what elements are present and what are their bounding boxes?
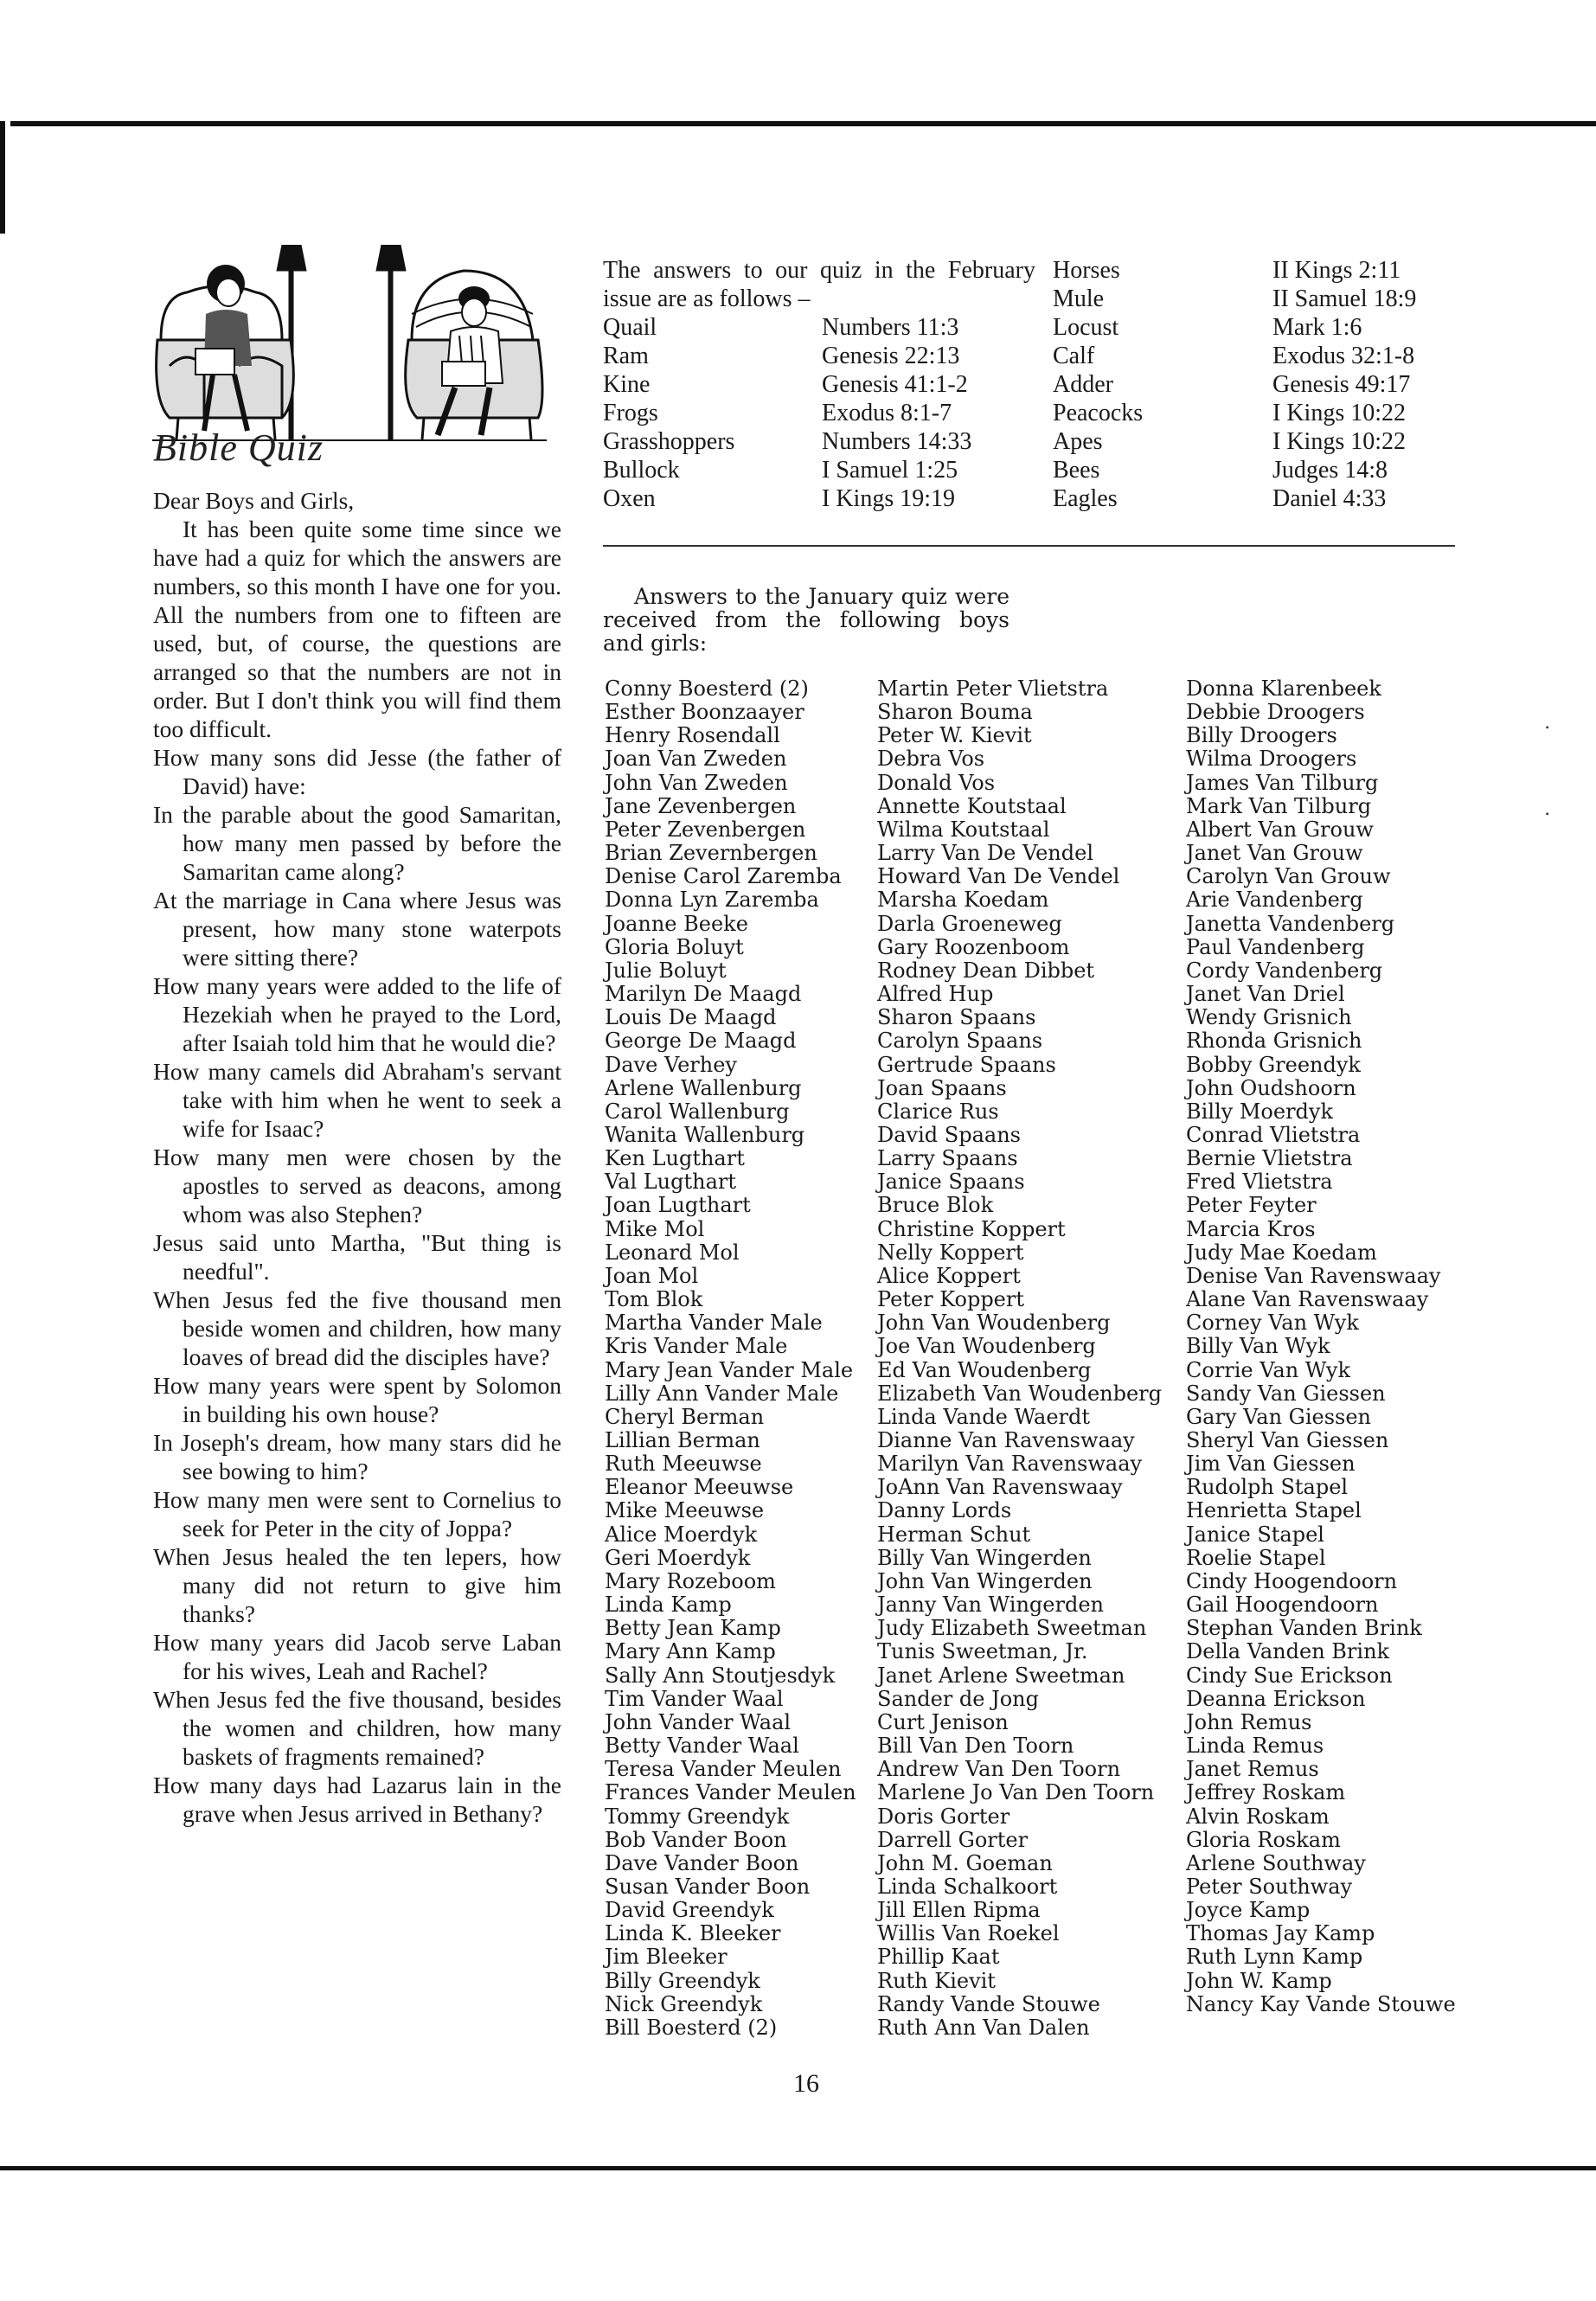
respondent-name: Debra Vos bbox=[877, 747, 985, 772]
respondent-name: Wilma Koutstaal bbox=[877, 817, 1050, 842]
quiz-intro: It has been quite some time since we have had a quiz for which the answers are numbers, so this month I have one for you. All the numbers from one to fifteen are used, but, of course, the questions are arranged so that the numbers are not in order. But I don't think you will find them too difficult. bbox=[153, 516, 562, 742]
quiz-title: Bible Quiz bbox=[153, 426, 324, 469]
quiz-column bbox=[153, 486, 561, 1828]
bottom-border-rule bbox=[0, 2166, 1596, 2170]
respondent-name: Teresa Vander Meulen bbox=[605, 1757, 842, 1782]
question: How many years did Jacob serve Laban for his wives, Leah and Rachel? bbox=[153, 1629, 561, 1684]
answer-word: Quail bbox=[603, 314, 657, 341]
respondent-name: Bernie Vlietstra bbox=[1186, 1146, 1353, 1171]
question: Jesus said unto Martha, "But thing is needful". bbox=[153, 1229, 561, 1285]
respondent-name: Randy Vande Stouwe bbox=[877, 1991, 1100, 2016]
respondent-name: John Oudshoorn bbox=[1186, 1075, 1356, 1100]
respondent-name: Corrie Van Wyk bbox=[1186, 1357, 1351, 1382]
respondent-name: Sharon Spaans bbox=[877, 1005, 1036, 1030]
question: How many days had Lazarus lain in the grave when Jesus arrived in Bethany? bbox=[153, 1772, 561, 1827]
answer-reference: Judges 14:8 bbox=[1272, 457, 1388, 484]
respondent-name: Linda Vande Waerdt bbox=[877, 1404, 1091, 1429]
respondent-name: Marlene Jo Van Den Toorn bbox=[877, 1780, 1155, 1805]
respondent-name: Henry Rosendall bbox=[605, 723, 780, 748]
respondent-name: Alfred Hup bbox=[877, 982, 994, 1007]
answer-word: Horses bbox=[1053, 257, 1120, 284]
respondent-name: Ed Van Woudenberg bbox=[877, 1357, 1092, 1382]
respondent-name: Peter Southway bbox=[1186, 1874, 1353, 1899]
respondent-name: Carolyn Van Grouw bbox=[1186, 864, 1391, 889]
answer-reference: Genesis 41:1-2 bbox=[822, 371, 968, 398]
respondent-name: Elizabeth Van Woudenberg bbox=[877, 1381, 1163, 1406]
respondent-name: Linda K. Bleeker bbox=[605, 1921, 781, 1946]
respondent-name: Mark Van Tilburg bbox=[1186, 793, 1372, 818]
respondent-name: Leonard Mol bbox=[605, 1240, 740, 1265]
respondent-name: Fred Vlietstra bbox=[1186, 1170, 1333, 1195]
question: At the marriage in Cana where Jesus was present, how many stone waterpots were sitting there? bbox=[153, 887, 561, 971]
respondent-name: Howard Van De Vendel bbox=[877, 864, 1120, 889]
respondent-name: Paul Vandenberg bbox=[1186, 934, 1365, 959]
respondent-name: Peter W. Kievit bbox=[877, 723, 1032, 748]
respondent-name: John Vander Waal bbox=[605, 1709, 792, 1734]
respondent-name: Betty Jean Kamp bbox=[605, 1616, 781, 1641]
respondent-name: Donna Klarenbeek bbox=[1186, 676, 1381, 701]
respondent-name: Julie Boluyt bbox=[605, 958, 727, 983]
question-list bbox=[153, 743, 561, 1828]
respondent-name: Albert Van Grouw bbox=[1186, 817, 1374, 842]
answer-word: Grasshoppers bbox=[603, 428, 735, 455]
respondent-name: Linda Schalkoort bbox=[877, 1874, 1058, 1899]
respondent-name: Billy Moerdyk bbox=[1186, 1099, 1334, 1124]
respondent-name: Joanne Beeke bbox=[605, 911, 748, 936]
answer-reference: Exodus 8:1-7 bbox=[822, 400, 952, 426]
respondent-name: Ruth Kievit bbox=[877, 1968, 996, 1993]
respondent-name: Dave Verhey bbox=[605, 1052, 737, 1077]
answer-word: Locust bbox=[1053, 314, 1119, 341]
respondent-name: Rhonda Grisnich bbox=[1186, 1029, 1362, 1054]
respondent-name: Jeffrey Roskam bbox=[1186, 1780, 1346, 1805]
respondent-name: Joan Van Zweden bbox=[605, 747, 787, 772]
february-answer-words-left bbox=[603, 313, 819, 513]
respondent-name: Gloria Roskam bbox=[1186, 1827, 1341, 1852]
respondent-name: John W. Kamp bbox=[1186, 1968, 1332, 1993]
respondent-name: Brian Zevernbergen bbox=[605, 841, 817, 866]
children-reading-illustration bbox=[152, 245, 547, 444]
respondent-name: Billy Van Wingerden bbox=[877, 1545, 1092, 1570]
respondent-name: Kris Vander Male bbox=[605, 1334, 788, 1359]
answer-reference: II Kings 2:11 bbox=[1272, 257, 1401, 284]
respondent-name: Eleanor Meeuwse bbox=[605, 1475, 794, 1500]
respondent-name: Ruth Lynn Kamp bbox=[1186, 1945, 1363, 1970]
february-answer-refs-right bbox=[1272, 256, 1489, 513]
respondent-name: Sharon Bouma bbox=[877, 700, 1033, 725]
respondent-name: Danny Lords bbox=[877, 1498, 1012, 1523]
respondent-name: Tim Vander Waal bbox=[605, 1686, 784, 1711]
respondent-name: Della Vanden Brink bbox=[1186, 1639, 1390, 1664]
respondent-name: Mary Jean Vander Male bbox=[605, 1357, 854, 1382]
respondent-name: Wilma Droogers bbox=[1186, 747, 1357, 772]
respondent-name: Conny Boesterd (2) bbox=[605, 676, 809, 701]
respondent-name: Cindy Sue Erickson bbox=[1186, 1663, 1393, 1688]
answer-word: Apes bbox=[1053, 428, 1103, 455]
answer-reference: II Samuel 18:9 bbox=[1272, 285, 1417, 312]
respondent-name: Gloria Boluyt bbox=[605, 934, 744, 959]
respondent-name: Annette Koutstaal bbox=[877, 793, 1067, 818]
respondent-name: Darla Groeneweg bbox=[877, 911, 1062, 936]
section-divider bbox=[603, 545, 1455, 547]
respondent-column-1 bbox=[605, 677, 856, 2040]
respondent-name: Corney Van Wyk bbox=[1186, 1311, 1359, 1336]
respondent-name: Mary Ann Kamp bbox=[605, 1639, 776, 1664]
question: How many sons did Jesse (the father of David) have: bbox=[153, 744, 561, 799]
respondent-name: Lillian Berman bbox=[605, 1428, 760, 1452]
respondent-name: Jim Bleeker bbox=[605, 1945, 727, 1970]
question: How many years were added to the life of Hezekiah when he prayed to the Lord, after Isaiah told him that he would die? bbox=[153, 972, 561, 1056]
respondent-name: Billy Van Wyk bbox=[1186, 1334, 1330, 1359]
respondent-name: Geri Moerdyk bbox=[605, 1545, 751, 1570]
respondent-name: John Remus bbox=[1186, 1709, 1312, 1734]
respondent-name: David Spaans bbox=[877, 1122, 1021, 1147]
respondent-name: Billy Droogers bbox=[1186, 723, 1337, 748]
answer-word: Adder bbox=[1053, 371, 1113, 398]
respondent-name: Joan Spaans bbox=[877, 1075, 1007, 1100]
respondent-name: Peter Feyter bbox=[1186, 1193, 1317, 1218]
respondent-name: Henrietta Stapel bbox=[1186, 1498, 1362, 1523]
question: In the parable about the good Samaritan, how many men passed by before the Samaritan came along? bbox=[153, 801, 561, 885]
respondent-name: Sandy Van Giessen bbox=[1186, 1381, 1386, 1406]
respondent-name: Thomas Jay Kamp bbox=[1186, 1921, 1375, 1946]
respondent-name: Janet Arlene Sweetman bbox=[877, 1663, 1125, 1688]
respondent-name: John Van Zweden bbox=[605, 770, 788, 795]
respondent-name: Bob Vander Boon bbox=[605, 1827, 787, 1852]
answer-word: Kine bbox=[603, 371, 651, 398]
february-answer-words-right bbox=[1053, 256, 1269, 513]
question: When Jesus fed the five thousand men beside women and children, how many loaves of bread did the disciples have? bbox=[153, 1286, 561, 1370]
respondent-name: Mike Meeuwse bbox=[605, 1498, 765, 1523]
respondent-name: Alvin Roskam bbox=[1186, 1804, 1330, 1829]
answer-word: Eagles bbox=[1053, 485, 1118, 512]
respondent-name: Tunis Sweetman, Jr. bbox=[877, 1639, 1088, 1664]
respondent-column-2 bbox=[877, 677, 1162, 2040]
answer-word: Bullock bbox=[603, 457, 680, 484]
respondent-name: Susan Vander Boon bbox=[605, 1874, 811, 1899]
respondent-name: Gary Roozenboom bbox=[877, 934, 1070, 959]
respondent-name: David Greendyk bbox=[605, 1898, 774, 1923]
respondent-name: Val Lugthart bbox=[605, 1170, 737, 1195]
answer-word: Calf bbox=[1053, 343, 1095, 369]
respondent-name: Peter Koppert bbox=[877, 1287, 1025, 1312]
respondent-name: Mary Rozeboom bbox=[605, 1568, 776, 1593]
respondent-column-3 bbox=[1186, 677, 1456, 2016]
respondent-name: Nick Greendyk bbox=[605, 1991, 763, 2016]
question: How many years were spent by Solomon in building his own house? bbox=[153, 1372, 561, 1427]
respondent-name: Debbie Droogers bbox=[1186, 700, 1365, 725]
respondent-name: Jim Van Giessen bbox=[1186, 1452, 1356, 1477]
question: How many men were chosen by the apostles to served as deacons, among whom was also Stephen? bbox=[153, 1144, 561, 1227]
respondent-name: Carolyn Spaans bbox=[877, 1029, 1043, 1054]
respondent-name: Nancy Kay Vande Stouwe bbox=[1186, 1991, 1456, 2016]
respondent-name: Andrew Van Den Toorn bbox=[877, 1757, 1121, 1782]
respondent-name: Janny Van Wingerden bbox=[877, 1593, 1104, 1618]
respondent-name: Sheryl Van Giessen bbox=[1186, 1428, 1389, 1452]
respondent-name: Ruth Meeuwse bbox=[605, 1452, 762, 1477]
answer-reference: Genesis 49:17 bbox=[1272, 371, 1411, 398]
respondent-name: Cindy Hoogendoorn bbox=[1186, 1568, 1398, 1593]
respondent-name: Wendy Grisnich bbox=[1186, 1005, 1352, 1030]
question: How many camels did Abraham's servant take with him when he went to seek a wife for Isaac? bbox=[153, 1058, 561, 1142]
top-border-rule bbox=[10, 121, 1596, 126]
respondent-name: Nelly Koppert bbox=[877, 1240, 1024, 1265]
respondent-name: Alice Moerdyk bbox=[605, 1522, 758, 1547]
respondent-name: Stephan Vanden Brink bbox=[1186, 1616, 1422, 1641]
answer-reference: Genesis 22:13 bbox=[822, 343, 960, 369]
respondent-name: Martha Vander Male bbox=[605, 1311, 823, 1336]
answer-reference: I Samuel 1:25 bbox=[822, 457, 958, 484]
respondent-name: Mike Mol bbox=[605, 1216, 705, 1241]
respondent-name: Linda Kamp bbox=[605, 1593, 732, 1618]
respondent-name: Lilly Ann Vander Male bbox=[605, 1381, 839, 1406]
respondent-name: Jane Zevenbergen bbox=[605, 793, 797, 818]
respondent-name: Judy Elizabeth Sweetman bbox=[877, 1616, 1147, 1641]
respondent-name: John M. Goeman bbox=[877, 1850, 1053, 1875]
respondent-name: Dianne Van Ravenswaay bbox=[877, 1428, 1135, 1452]
respondent-name: James Van Tilburg bbox=[1186, 770, 1379, 795]
respondent-name: Marcia Kros bbox=[1186, 1216, 1316, 1241]
respondent-name: Janetta Vandenberg bbox=[1186, 911, 1395, 936]
respondent-name: Christine Koppert bbox=[877, 1216, 1066, 1241]
respondent-name: Arlene Wallenburg bbox=[605, 1075, 802, 1100]
question: When Jesus healed the ten lepers, how many did not return to give him thanks? bbox=[153, 1543, 561, 1627]
respondent-name: Marilyn De Maagd bbox=[605, 982, 802, 1007]
respondent-name: Clarice Rus bbox=[877, 1099, 999, 1124]
respondent-name: Joan Lugthart bbox=[605, 1193, 751, 1218]
respondent-name: Roelie Stapel bbox=[1186, 1545, 1326, 1570]
answer-reference: I Kings 10:22 bbox=[1272, 428, 1406, 455]
respondent-name: Martin Peter Vlietstra bbox=[877, 676, 1109, 701]
respondent-name: Carol Wallenburg bbox=[605, 1099, 790, 1124]
left-border-rule bbox=[0, 121, 5, 234]
respondent-name: Deanna Erickson bbox=[1186, 1686, 1366, 1711]
answer-word: Ram bbox=[603, 343, 649, 369]
respondent-name: Donald Vos bbox=[877, 770, 996, 795]
respondent-name: Gertrude Spaans bbox=[877, 1052, 1056, 1077]
question: In Joseph's dream, how many stars did he see bowing to him? bbox=[153, 1429, 561, 1484]
question: How many men were sent to Cornelius to seek for Peter in the city of Joppa? bbox=[153, 1486, 561, 1541]
respondent-name: Rodney Dean Dibbet bbox=[877, 958, 1095, 983]
january-respondents-intro: Answers to the January quiz were received from the following boys and girls: bbox=[603, 584, 1010, 656]
answer-reference: Exodus 32:1-8 bbox=[1272, 343, 1415, 369]
respondent-name: Donna Lyn Zaremba bbox=[605, 888, 819, 913]
respondent-name: Janice Stapel bbox=[1186, 1522, 1324, 1547]
answer-reference: Daniel 4:33 bbox=[1272, 485, 1387, 512]
question: When Jesus fed the five thousand, besides the women and children, how many baskets of fragments remained? bbox=[153, 1686, 561, 1770]
answer-word: Bees bbox=[1053, 457, 1100, 484]
respondent-name: Sally Ann Stoutjesdyk bbox=[605, 1663, 836, 1688]
answer-word: Peacocks bbox=[1053, 400, 1144, 426]
respondent-name: Louis De Maagd bbox=[605, 1005, 777, 1030]
respondent-name: Rudolph Stapel bbox=[1186, 1475, 1349, 1500]
respondent-name: Judy Mae Koedam bbox=[1186, 1240, 1377, 1265]
respondent-name: Joan Mol bbox=[605, 1263, 699, 1288]
page-number: 16 bbox=[793, 2069, 819, 2098]
respondent-name: Frances Vander Meulen bbox=[605, 1780, 856, 1805]
respondent-name: Bruce Blok bbox=[877, 1193, 994, 1218]
respondent-name: Arie Vandenberg bbox=[1186, 888, 1363, 913]
respondent-name: Gary Van Giessen bbox=[1186, 1404, 1372, 1429]
respondent-name: Darrell Gorter bbox=[877, 1827, 1029, 1852]
respondent-name: Tom Blok bbox=[605, 1287, 703, 1312]
respondent-name: JoAnn Van Ravenswaay bbox=[877, 1475, 1123, 1500]
respondent-name: Peter Zevenbergen bbox=[605, 817, 806, 842]
respondent-name: Ruth Ann Van Dalen bbox=[877, 2015, 1090, 2040]
respondent-name: Phillip Kaat bbox=[877, 1945, 1000, 1970]
answer-word: Oxen bbox=[603, 485, 656, 512]
respondent-name: Cheryl Berman bbox=[605, 1404, 765, 1429]
respondent-name: Sander de Jong bbox=[877, 1686, 1039, 1711]
respondent-name: Curt Jenison bbox=[877, 1709, 1009, 1734]
respondent-name: Cordy Vandenberg bbox=[1186, 958, 1383, 983]
respondent-name: Gail Hoogendoorn bbox=[1186, 1593, 1379, 1618]
respondent-name: John Van Wingerden bbox=[877, 1568, 1093, 1593]
respondent-name: Denise Carol Zaremba bbox=[605, 864, 842, 889]
respondent-name: Denise Van Ravenswaay bbox=[1186, 1263, 1441, 1288]
answer-reference: Numbers 14:33 bbox=[822, 428, 972, 455]
respondent-name: Janice Spaans bbox=[877, 1170, 1025, 1195]
respondent-name: Dave Vander Boon bbox=[605, 1850, 799, 1875]
respondent-name: Alane Van Ravenswaay bbox=[1186, 1287, 1429, 1312]
respondent-name: Willis Van Roekel bbox=[877, 1921, 1060, 1946]
respondent-name: Esther Boonzaayer bbox=[605, 700, 804, 725]
answer-reference: Mark 1:6 bbox=[1272, 314, 1362, 341]
respondent-name: Joyce Kamp bbox=[1186, 1898, 1311, 1923]
scan-mark: ․ bbox=[1544, 711, 1551, 733]
respondent-name: Larry Spaans bbox=[877, 1146, 1018, 1171]
respondent-name: Janet Remus bbox=[1186, 1757, 1319, 1782]
respondent-name: Betty Vander Waal bbox=[605, 1734, 799, 1759]
answer-reference: I Kings 10:22 bbox=[1272, 400, 1406, 426]
respondent-name: Wanita Wallenburg bbox=[605, 1122, 805, 1147]
respondent-name: Ken Lugthart bbox=[605, 1146, 745, 1171]
answer-reference: Numbers 11:3 bbox=[822, 314, 959, 341]
respondent-name: Doris Gorter bbox=[877, 1804, 1010, 1829]
respondent-name: Larry Van De Vendel bbox=[877, 841, 1094, 866]
respondent-name: Bill Van Den Toorn bbox=[877, 1734, 1074, 1759]
respondent-name: Janet Van Grouw bbox=[1186, 841, 1363, 866]
february-answer-refs-left bbox=[822, 313, 1038, 513]
respondent-name: Tommy Greendyk bbox=[605, 1804, 790, 1829]
respondent-name: John Van Woudenberg bbox=[877, 1311, 1111, 1336]
salutation: Dear Boys and Girls, bbox=[153, 487, 355, 514]
respondent-name: Janet Van Driel bbox=[1186, 982, 1345, 1007]
respondent-name: Conrad Vlietstra bbox=[1186, 1122, 1361, 1147]
answer-reference: I Kings 19:19 bbox=[822, 485, 955, 512]
respondent-name: Joe Van Woudenberg bbox=[877, 1334, 1096, 1359]
answer-word: Frogs bbox=[603, 400, 658, 426]
scan-mark: ․ bbox=[1544, 798, 1551, 819]
respondent-name: Billy Greendyk bbox=[605, 1968, 760, 1993]
respondent-name: Marsha Koedam bbox=[877, 888, 1049, 913]
respondent-name: George De Maagd bbox=[605, 1029, 797, 1054]
february-answers-intro: The answers to our quiz in the February issue are as follows – bbox=[603, 257, 1035, 312]
respondent-name: Bill Boesterd (2) bbox=[605, 2015, 778, 2040]
respondent-name: Jill Ellen Ripma bbox=[877, 1898, 1041, 1923]
respondent-name: Arlene Southway bbox=[1186, 1850, 1366, 1875]
respondent-name: Herman Schut bbox=[877, 1522, 1031, 1547]
respondent-name: Marilyn Van Ravenswaay bbox=[877, 1452, 1143, 1477]
respondent-name: Linda Remus bbox=[1186, 1734, 1324, 1759]
respondent-name: Bobby Greendyk bbox=[1186, 1052, 1361, 1077]
respondent-name: Alice Koppert bbox=[877, 1263, 1021, 1288]
answer-word: Mule bbox=[1053, 285, 1105, 312]
